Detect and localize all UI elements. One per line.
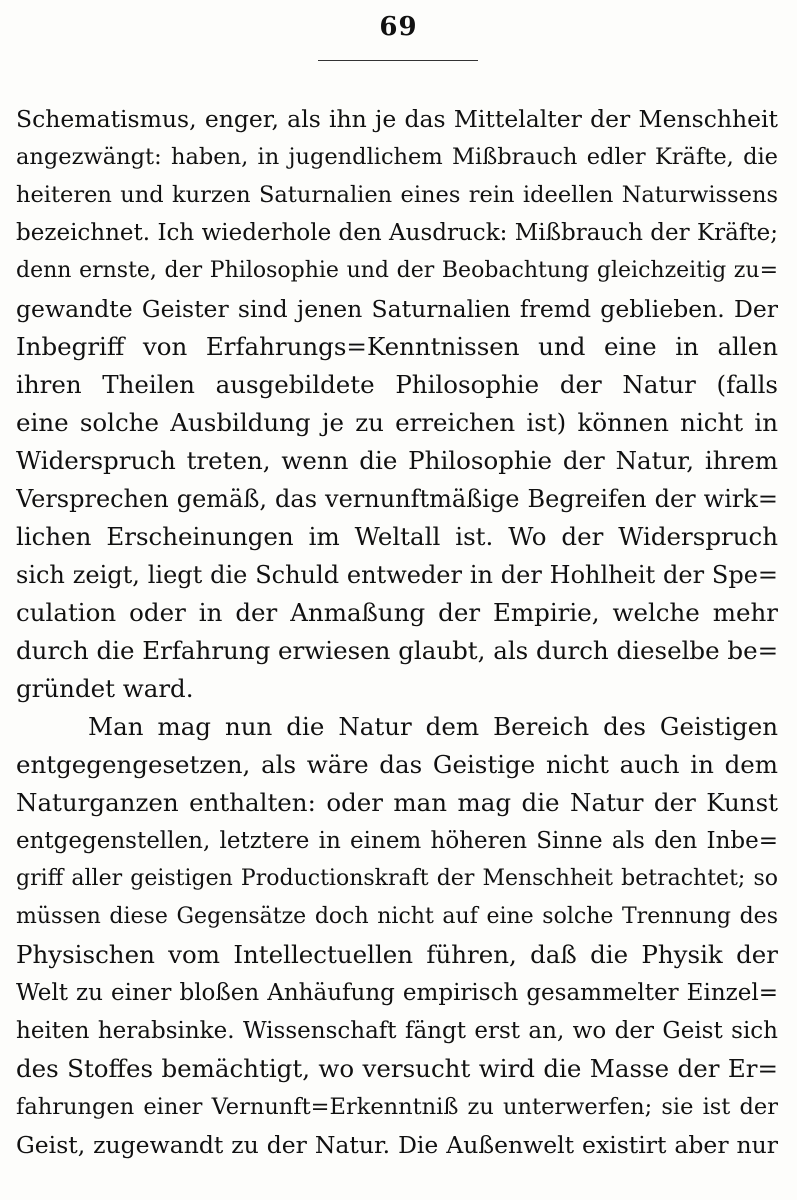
text-line: gewandte Geister sind jenen Saturnalien fremd geblieben. Der <box>16 295 778 323</box>
text-line: entgegenstellen, letztere in einem höheren Sinne als den Inbe= <box>16 828 778 854</box>
text-line: bezeichnet. Ich wiederhole den Ausdruck: Mißbrauch der Kräfte; <box>16 220 778 246</box>
text-line: Schematismus, enger, als ihn je das Mittelalter der Menschheit <box>16 105 778 133</box>
text-line: Geist, zugewandt zu der Natur. Die Außenwelt existirt aber nur <box>16 1131 778 1159</box>
text-line: gründet ward. <box>16 674 194 703</box>
text-line: angezwängt: haben, in jugendlichem Mißbrauch edler Kräfte, die <box>16 144 778 170</box>
text-line: Welt zu einer bloßen Anhäufung empirisch gesammelter Einzel= <box>16 980 778 1006</box>
text-line: eine solche Ausbildung je zu erreichen ist) können nicht in <box>16 408 778 437</box>
text-line: Naturganzen enthalten: oder man mag die Natur der Kunst <box>16 788 778 817</box>
text-line: entgegengesetzen, als wäre das Geistige nicht auch in dem <box>16 750 778 779</box>
text-line: heiteren und kurzen Saturnalien eines rein ideellen Naturwissens <box>16 182 778 208</box>
text-line: lichen Erscheinungen im Weltall ist. Wo der Widerspruch <box>16 522 778 551</box>
text-line: müssen diese Gegensätze doch nicht auf eine solche Trennung des <box>16 904 778 929</box>
header-rule <box>318 60 478 61</box>
text-line: fahrungen einer Vernunft=Erkenntniß zu unterwerfen; sie ist der <box>16 1094 778 1120</box>
text-line: Man mag nun die Natur dem Bereich des Geistigen <box>88 712 778 741</box>
text-line: Inbegriff von Erfahrungs=Kenntnissen und eine in allen <box>16 332 778 361</box>
text-line: culation oder in der Anmaßung der Empirie, welche mehr <box>16 598 778 627</box>
text-line: denn ernste, der Philosophie und der Beobachtung gleichzeitig zu= <box>16 258 778 283</box>
page-number: 69 <box>379 12 418 42</box>
text-line: Versprechen gemäß, das vernunftmäßige Begreifen der wirk= <box>16 485 778 513</box>
text-line: Physischen vom Intellectuellen führen, daß die Physik der <box>16 940 778 969</box>
text-line: des Stoffes bemächtigt, wo versucht wird die Masse der Er= <box>16 1054 778 1083</box>
text-line: Widerspruch treten, wenn die Philosophie der Natur, ihrem <box>16 446 778 475</box>
body-text <box>16 100 778 1200</box>
text-line: ihren Theilen ausgebildete Philosophie der Natur (falls <box>16 370 778 399</box>
text-line: heiten herabsinke. Wissenschaft fängt erst an, wo der Geist sich <box>16 1018 778 1044</box>
text-line: durch die Erfahrung erwiesen glaubt, als durch dieselbe be= <box>16 636 778 665</box>
text-line: sich zeigt, liegt die Schuld entweder in der Hohlheit der Spe= <box>16 561 778 589</box>
text-line: griff aller geistigen Productionskraft der Menschheit betrachtet; so <box>16 866 778 891</box>
